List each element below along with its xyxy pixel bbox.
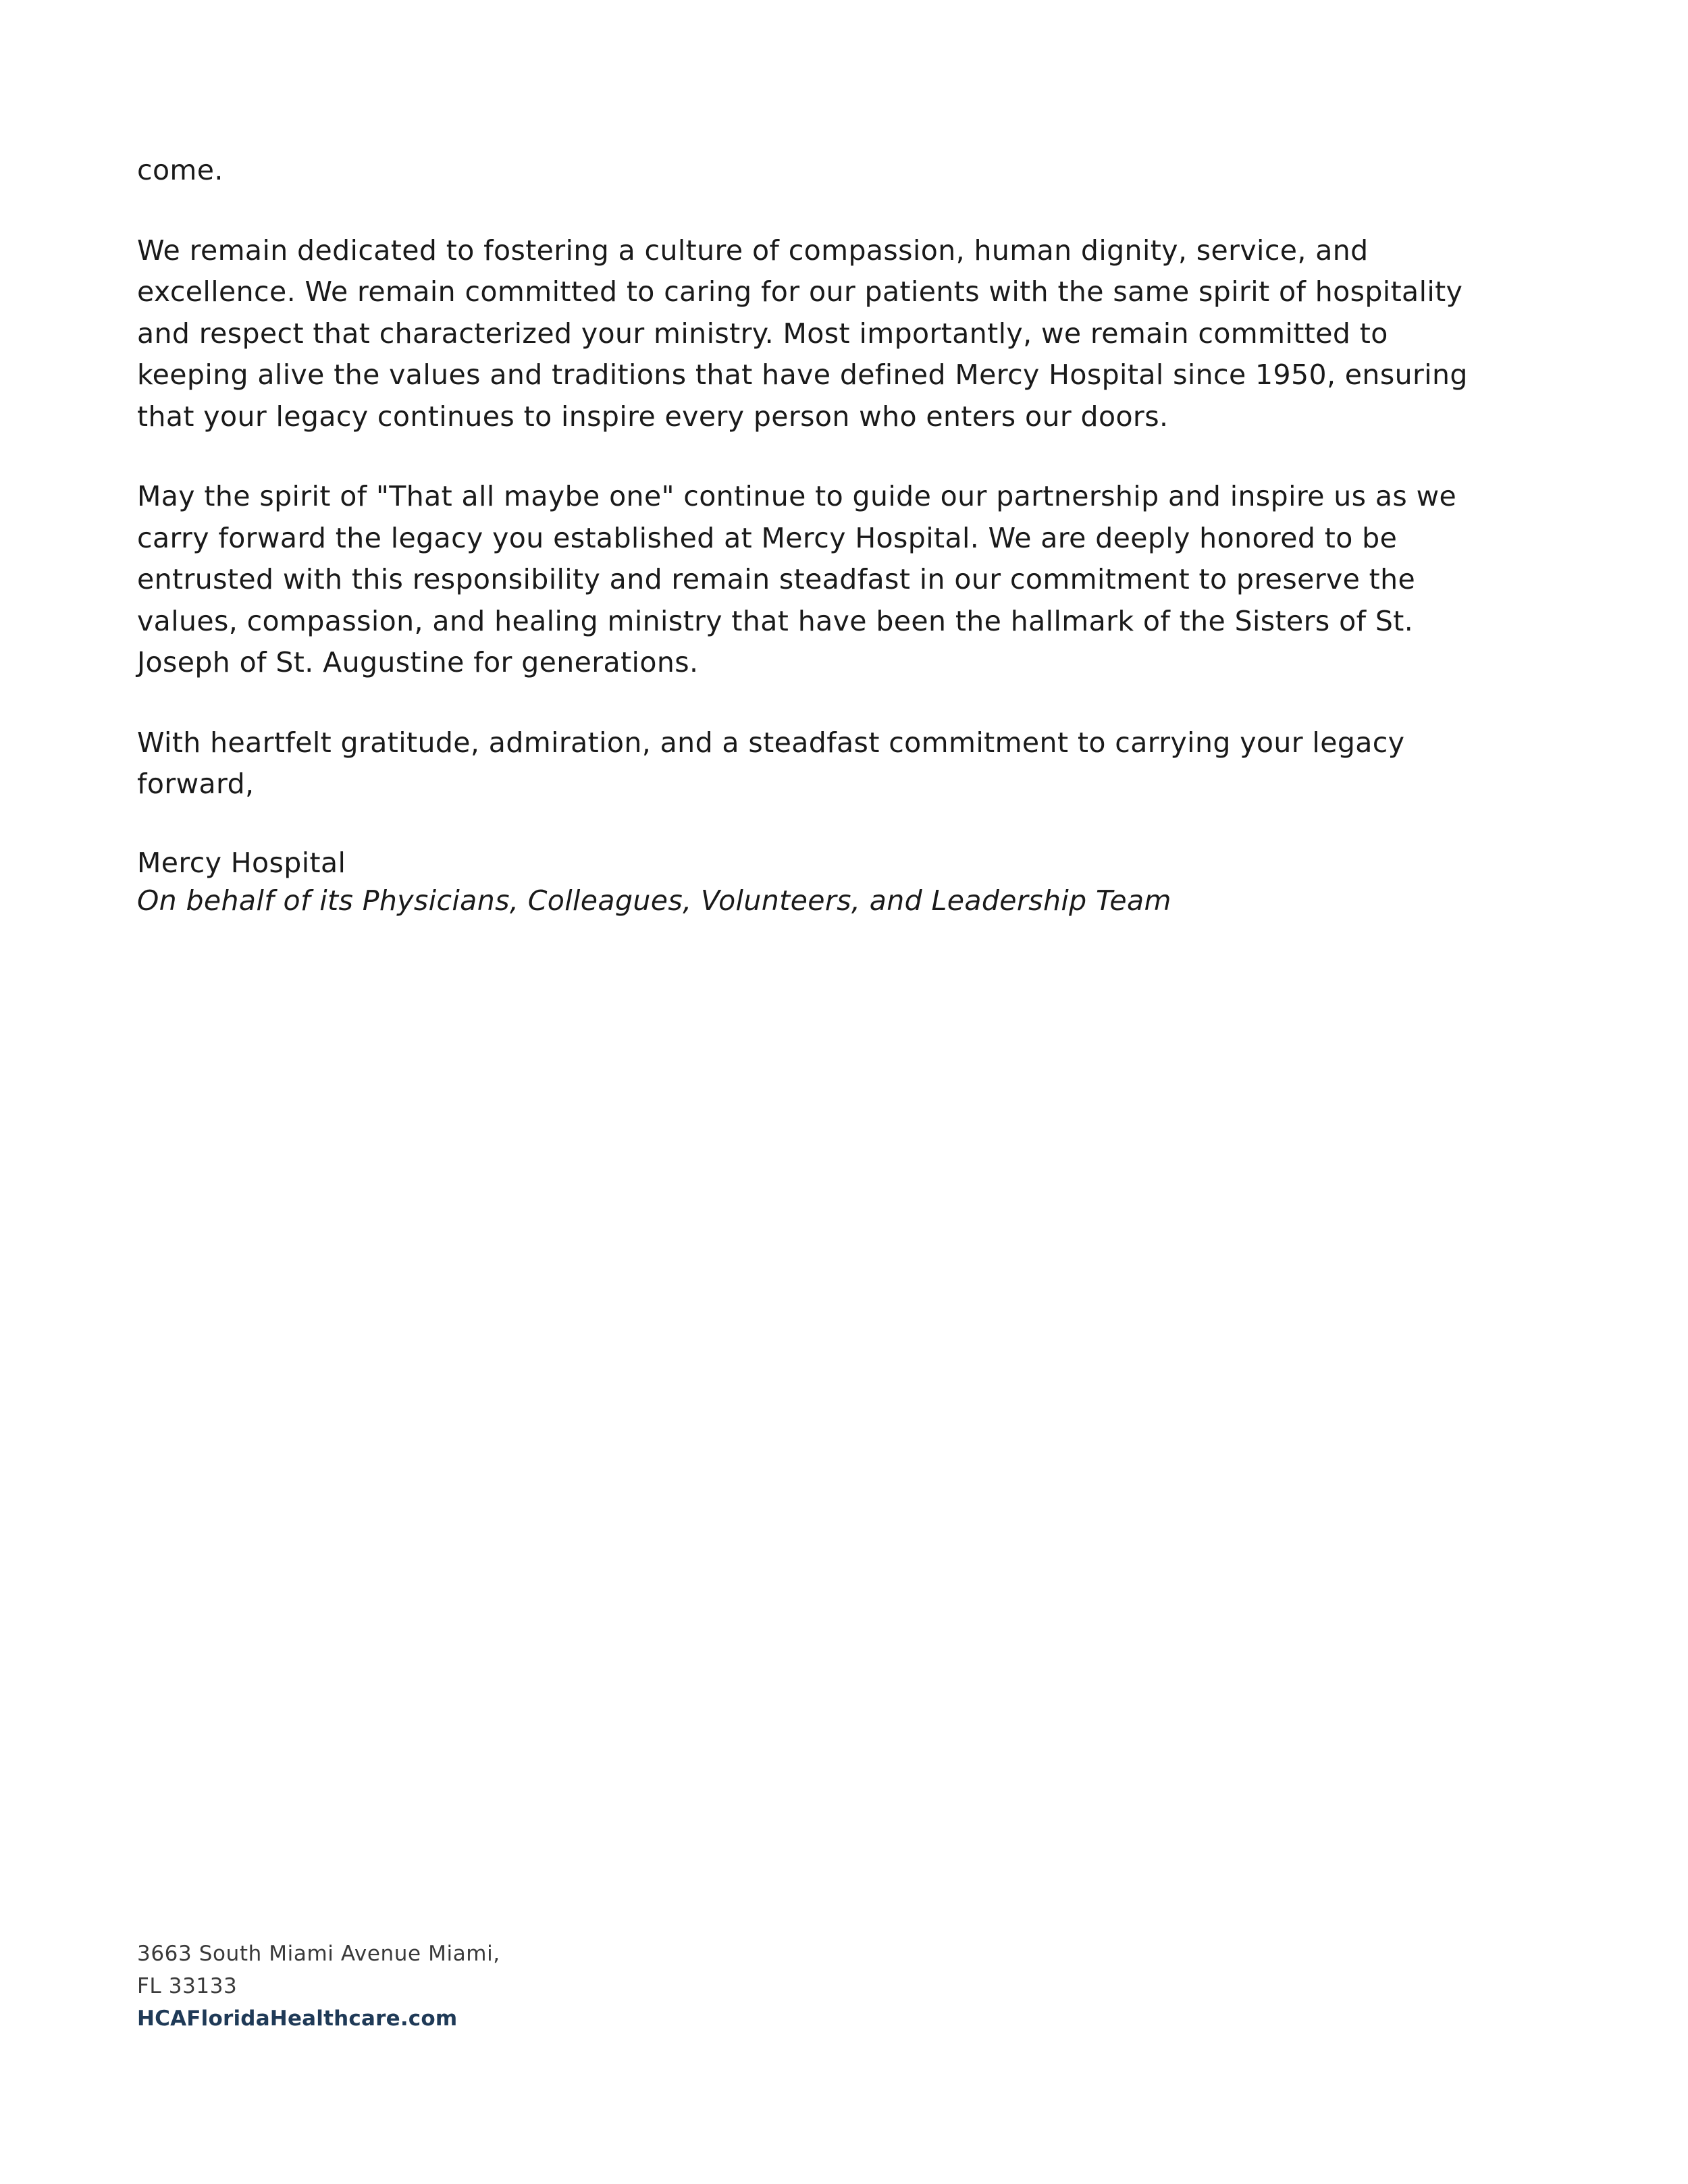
footer-website-link[interactable]: HCAFloridaHealthcare.com xyxy=(137,2006,458,2031)
paragraph-closing-fragment: come. xyxy=(137,154,223,186)
paragraph-dedication: We remain dedicated to fostering a culture of compassion, human dignity, service, and excellence. We remain committed to caring for our patients with the same spirit of hospitality and respect that characterized your ministry. Most importantly, we remain committed to keeping alive the values and traditions that have defined Mercy Hospital since 1950, ensuring that your legacy continues to inspire every person who enters our doors. xyxy=(137,234,1468,433)
paragraph-spirit: May the spirit of "That all maybe one" continue to guide our partnership and inspire us as we carry forward the legacy you established at Mercy Hospital. We are deeply honored to be entrusted with this responsibility and remain steadfast in our commitment to preserve the values, compassion, and healing ministry that have been the hallmark of the Sisters of St. Joseph of St. Augustine for generations. xyxy=(137,480,1457,678)
signature-block xyxy=(137,844,1487,920)
paragraph-gratitude: With heartfelt gratitude, admiration, and a steadfast commitment to carrying your legacy forward, xyxy=(137,726,1405,800)
signature-on-behalf: On behalf of its Physicians, Colleagues, Volunteers, and Leadership Team xyxy=(137,884,1171,917)
footer-address-line2: FL 33133 xyxy=(137,1974,238,1998)
letter-body xyxy=(137,150,1487,920)
letter-footer xyxy=(137,1938,500,2035)
signature-organization: Mercy Hospital xyxy=(137,846,346,879)
footer-address-line1: 3663 South Miami Avenue Miami, xyxy=(137,1942,500,1966)
